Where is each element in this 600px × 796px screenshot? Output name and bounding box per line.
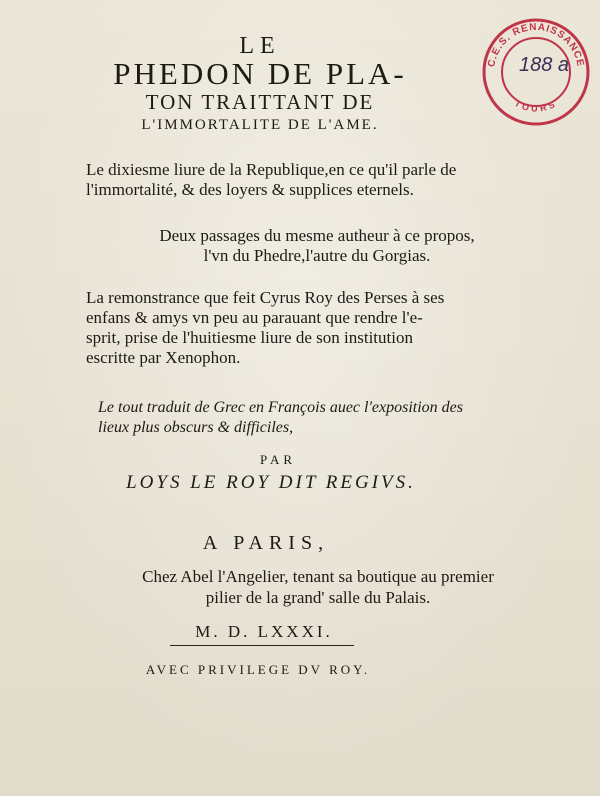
text-line: Le tout traduit de Grec en François auec l'exposition des (98, 399, 463, 416)
text-line: enfans & amys vn peu au parauant que rendre l'e- (86, 308, 423, 327)
text-line: La remonstrance que feit Cyrus Roy des Perses à ses (86, 288, 445, 307)
stamp-bottom-text: TOURS (513, 98, 559, 114)
imprint-year: M. D. LXXXI. (195, 622, 333, 641)
text-line: l'vn du Phedre,l'autre du Gorgias. (203, 246, 431, 265)
text-line: Deux passages du mesme autheur à ce propos, (159, 226, 475, 245)
privilege-line: AVEC PRIVILEGE DV ROY. (145, 662, 371, 677)
author-by: PAR (260, 452, 297, 467)
title-line-1: LE (239, 33, 281, 59)
stamp-ring-text: C.E.S. RENAISSANCE (486, 21, 586, 69)
title-line-2: PHEDON DE PLA- (113, 56, 407, 91)
text-line: escritte par Xenophon. (86, 348, 241, 367)
imprint-publisher (88, 566, 548, 608)
contents-item-cyrus (86, 288, 566, 368)
author-name: LOYS LE ROY DIT REGIVS. (126, 472, 416, 493)
year-underline (170, 645, 354, 646)
contents-item-passages (82, 226, 552, 266)
text-line: l'immortalité, & des loyers & supplices eternels. (86, 180, 414, 199)
text-line: Le dixiesme liure de la Republique,en ce qu'il parle de (86, 160, 457, 179)
title-line-3: TON TRAITTANT DE (145, 90, 375, 114)
translation-note (98, 398, 538, 438)
text-line: sprit, prise de l'huitiesme liure de son institution (86, 328, 413, 347)
text-line: Chez Abel l'Angelier, tenant sa boutique au premier (142, 567, 494, 586)
stamp-shelfmark: 188 a (518, 54, 570, 76)
title-line-4: L'IMMORTALITE DE L'AME. (141, 117, 379, 133)
svg-text:TOURS (513, 98, 559, 113)
imprint-city: A PARIS, (202, 532, 330, 554)
text-line: lieux plus obscurs & difficiles, (98, 419, 294, 436)
text-line: pilier de la grand' salle du Palais. (205, 588, 431, 607)
contents-item-republic (86, 160, 566, 200)
